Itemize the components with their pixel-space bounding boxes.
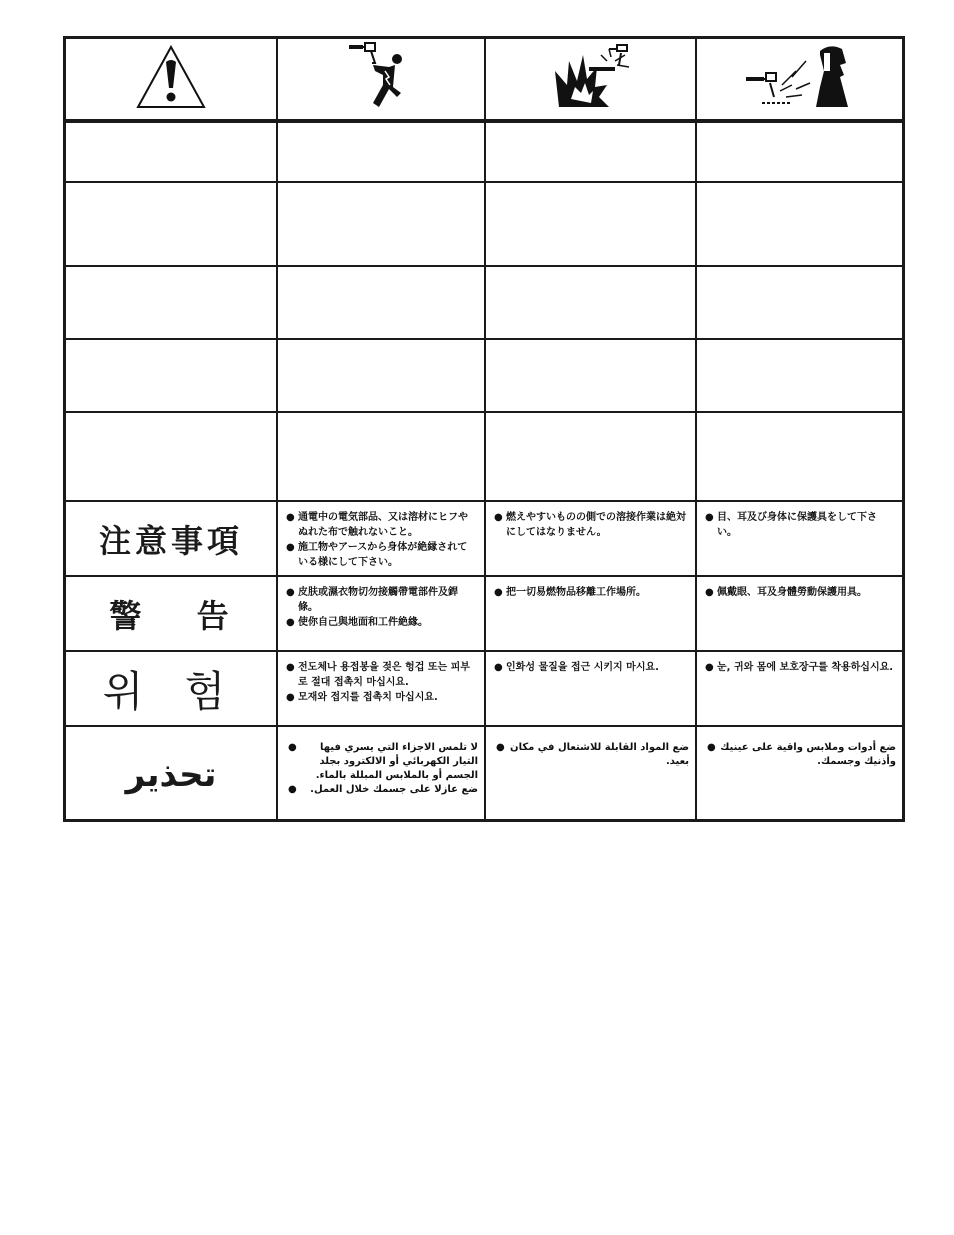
- list-item: ● ضع أدوات وملابس واقية على عينيك وأذنيك وجسمك.: [707, 742, 896, 767]
- bullet-icon: ●: [286, 512, 295, 523]
- korean-rays-cell: [696, 651, 902, 726]
- blank-cell: [696, 182, 902, 266]
- list-item: ● 皮肤或濕衣物切勿接觸帶電部件及銲條。: [286, 587, 458, 613]
- blank-cell: [485, 266, 696, 339]
- list-item: ● لا تلمس الاجزاء التي يسري فيها التيار الكهربائي أو الالكترود بجلد الجسم أو بالملابس المبللة بالماء.: [288, 742, 478, 781]
- arabic-heading: تحذير: [125, 754, 217, 795]
- bullet-list: [697, 727, 902, 769]
- electric-shock-icon-cell: [277, 39, 485, 121]
- blank-cell: [277, 121, 485, 182]
- bullet-icon: ●: [494, 662, 503, 673]
- blank-cell: [485, 339, 696, 412]
- bullet-icon: ●: [286, 662, 295, 673]
- list-item: ● 施工物やアースから身体が絶縁されている様にして下さい。: [286, 542, 468, 568]
- blank-cell: [66, 266, 277, 339]
- japanese-shock-cell: [277, 501, 485, 576]
- japanese-fire-cell: [485, 501, 696, 576]
- bullet-icon: ●: [288, 742, 297, 753]
- blank-cell: [696, 121, 902, 182]
- blank-cell: [277, 412, 485, 501]
- bullet-icon: ●: [705, 662, 714, 673]
- chinese-fire-cell: [485, 576, 696, 651]
- blank-cell: [66, 182, 277, 266]
- blank-cell: [485, 182, 696, 266]
- bullet-icon: ●: [705, 587, 714, 598]
- chinese-rays-cell: [696, 576, 902, 651]
- blank-language-row: [66, 182, 902, 266]
- korean-fire-cell: [485, 651, 696, 726]
- korean-heading: 위 험: [102, 666, 240, 716]
- japanese-heading-cell: [66, 501, 277, 576]
- arabic-heading-cell: [66, 726, 277, 822]
- bullet-icon: ●: [286, 617, 295, 628]
- bullet-icon: ●: [286, 692, 295, 703]
- list-item: ● 燃えやすいものの側での溶接作業は絶対にしてはなりません。: [494, 512, 686, 538]
- blank-cell: [66, 412, 277, 501]
- icon-row: [66, 39, 902, 121]
- bullet-list: [486, 652, 695, 675]
- bullet-icon: ●: [705, 512, 714, 523]
- list-item: ● 눈, 귀와 몸에 보호장구를 착용하십시요.: [705, 662, 894, 673]
- safety-warning-table: [63, 36, 905, 822]
- arabic-fire-cell: [485, 726, 696, 822]
- list-item: ● 使你自己與地面和工件絶緣。: [286, 617, 428, 628]
- warning-triangle-icon: [135, 44, 207, 114]
- arabic-row: [66, 726, 902, 822]
- bullet-list: [697, 502, 902, 540]
- list-item: ● 모재와 접지를 접촉치 마십시요.: [286, 692, 438, 703]
- blank-cell: [66, 121, 277, 182]
- bullet-icon: ●: [286, 542, 295, 553]
- blank-cell: [696, 339, 902, 412]
- blank-cell: [696, 266, 902, 339]
- bullet-list: [278, 577, 484, 630]
- arc-rays-icon-cell: [696, 39, 902, 121]
- bullet-list: [278, 652, 484, 705]
- bullet-icon: ●: [288, 784, 297, 795]
- fire-explosion-icon: [549, 41, 633, 117]
- bullet-list: [278, 502, 484, 570]
- list-item: ● 인화성 물질을 접근 시키지 마시요.: [494, 662, 659, 673]
- list-item: ● ضع المواد القابلة للاشتعال في مكان بعيد.: [496, 742, 689, 767]
- chinese-row: [66, 576, 902, 651]
- bullet-list: [486, 727, 695, 769]
- bullet-icon: ●: [496, 742, 505, 753]
- list-item: ● 通電中の電気部品、又は溶材にヒフやぬれた布で触れないこと。: [286, 512, 468, 538]
- list-item: ● 전도체나 용접봉을 젖은 헝겁 또는 피부로 절대 접촉치 마십시요.: [286, 662, 470, 688]
- arc-rays-face-shield-icon: [740, 41, 860, 117]
- blank-cell: [696, 412, 902, 501]
- blank-cell: [485, 121, 696, 182]
- bullet-list: [486, 577, 695, 600]
- bullet-list: [697, 652, 902, 675]
- korean-shock-cell: [277, 651, 485, 726]
- blank-cell: [485, 412, 696, 501]
- blank-language-row: [66, 412, 902, 501]
- arabic-shock-cell: [277, 726, 485, 822]
- chinese-heading-cell: [66, 576, 277, 651]
- blank-language-row: [66, 339, 902, 412]
- bullet-icon: ●: [707, 742, 716, 753]
- arabic-rays-cell: [696, 726, 902, 822]
- blank-cell: [66, 339, 277, 412]
- bullet-list: [278, 727, 484, 797]
- blank-language-row: [66, 121, 902, 182]
- blank-language-row: [66, 266, 902, 339]
- korean-heading-cell: [66, 651, 277, 726]
- blank-cell: [277, 339, 485, 412]
- japanese-row: [66, 501, 902, 576]
- list-item: ● 佩戴眼、耳及身體勞動保護用具。: [705, 587, 867, 598]
- japanese-rays-cell: [696, 501, 902, 576]
- electric-shock-icon: [345, 41, 417, 117]
- fire-explosion-icon-cell: [485, 39, 696, 121]
- list-item: ● 目、耳及び身体に保護具をして下さい。: [705, 512, 877, 538]
- bullet-list: [486, 502, 695, 540]
- warning-icon-cell: [66, 39, 277, 121]
- chinese-shock-cell: [277, 576, 485, 651]
- list-item: ● ضع عازلا على جسمك خلال العمل.: [288, 784, 478, 795]
- chinese-heading: 警 告: [109, 596, 251, 635]
- blank-cell: [277, 266, 485, 339]
- bullet-icon: ●: [494, 587, 503, 598]
- bullet-icon: ●: [494, 512, 503, 523]
- blank-cell: [277, 182, 485, 266]
- japanese-heading: 注意事項: [98, 521, 243, 560]
- bullet-icon: ●: [286, 587, 295, 598]
- list-item: ● 把一切易燃物品移離工作場所。: [494, 587, 646, 598]
- korean-row: [66, 651, 902, 726]
- bullet-list: [697, 577, 902, 600]
- warning-grid: [66, 39, 902, 822]
